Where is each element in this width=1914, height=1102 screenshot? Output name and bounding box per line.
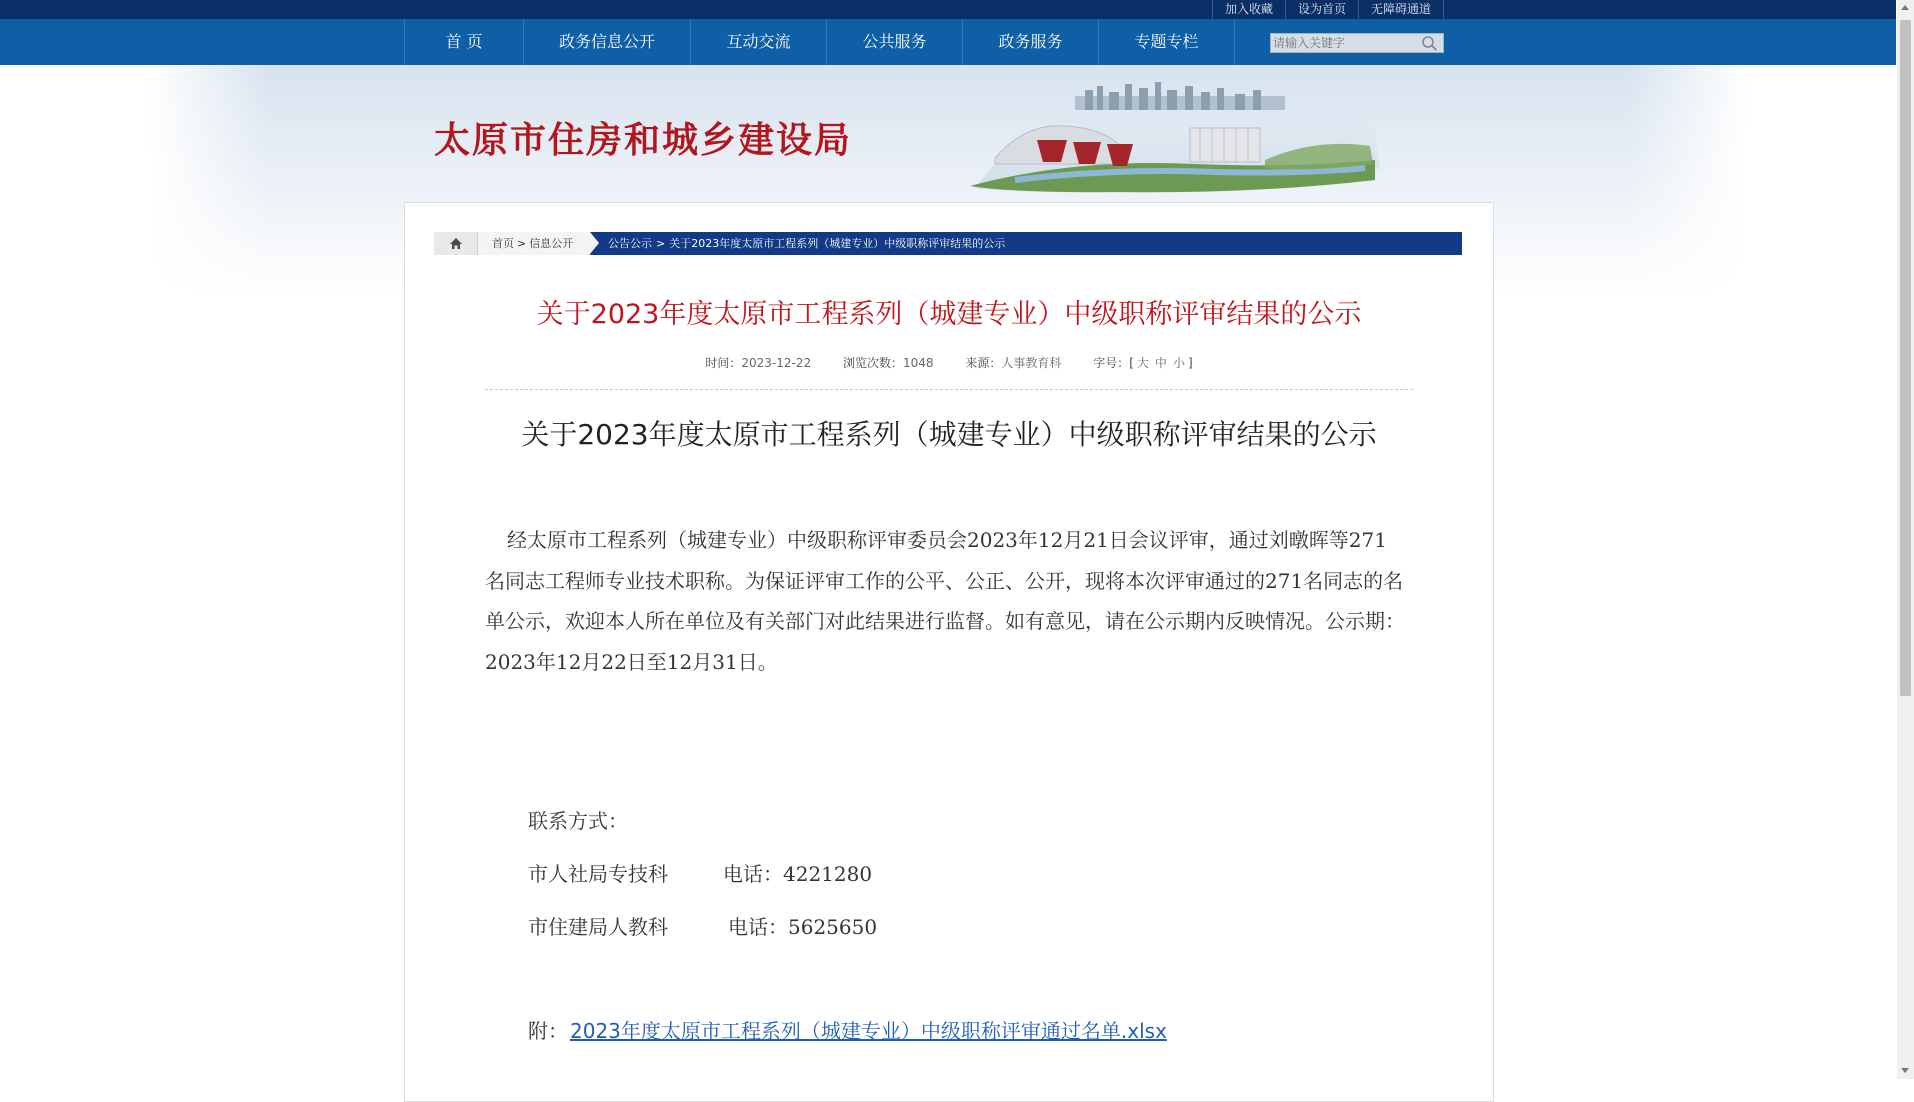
city-skyline-image [955, 68, 1385, 194]
add-favorite-link[interactable]: 加入收藏 [1212, 0, 1285, 19]
top-utility-bar [0, 0, 1896, 19]
banner-fade-left [148, 65, 268, 295]
document-title: 关于2023年度太原市工程系列（城建专业）中级职称评审结果的公示 [521, 418, 1377, 451]
article-meta [404, 354, 1494, 371]
publish-time [705, 356, 811, 370]
utility-links [1212, 0, 1444, 19]
source-value: 人事教育科 [1001, 356, 1062, 370]
font-size-large[interactable]: 大 [1136, 356, 1149, 370]
article-paragraph: 经太原市工程系列（城建专业）中级职称评审委员会2023年12月21日会议评审，通过刘暾晖等271名同志工程师专业技术职称。为保证评审工作的公平、公正、公开，现将本次评审通过的271名同志的名单公示，欢迎本人所在单位及有关部门对此结果进行监督。如有意见，请在公示期内反映情况。公示期：2023年12月22日至12月31日。 [485, 528, 1405, 674]
font-label: 字号： [1093, 356, 1130, 370]
font-bracket-close: ] [1187, 356, 1193, 370]
article-title: 关于2023年度太原市工程系列（城建专业）中级职称评审结果的公示 [536, 299, 1362, 330]
nav-item-special-topics[interactable]: 专题专栏 [1098, 19, 1235, 65]
view-count [843, 356, 934, 370]
breadcrumb-primary [478, 232, 590, 255]
breadcrumb [434, 232, 1462, 255]
set-homepage-link[interactable]: 设为首页 [1285, 0, 1358, 19]
nav-item-government-service[interactable]: 政务服务 [962, 19, 1098, 65]
search-icon[interactable] [1421, 35, 1439, 51]
scroll-up-arrow-icon[interactable] [1901, 5, 1909, 10]
nav-menu [404, 19, 1235, 65]
breadcrumb-current: 关于2023年度太原市工程系列（城建专业）中级职称评审结果的公示 [669, 237, 1006, 250]
nav-item-info-disclosure[interactable]: 政务信息公开 [523, 19, 690, 65]
views-value: 1048 [902, 356, 934, 370]
article-source [965, 356, 1061, 370]
search-box [1270, 33, 1444, 53]
font-size-controls [1093, 356, 1192, 370]
time-value: 2023-12-22 [741, 356, 812, 370]
nav-item-home[interactable]: 首 页 [404, 19, 523, 65]
source-label: 来源： [965, 356, 1002, 370]
font-size-medium[interactable]: 中 [1154, 356, 1167, 370]
vertical-scrollbar[interactable] [1897, 0, 1914, 1079]
contact-department: 市住建局人教科 [528, 915, 668, 939]
nav-item-interaction[interactable]: 互动交流 [690, 19, 826, 65]
dashed-divider [485, 389, 1413, 390]
site-title: 太原市住房和城乡建设局 [434, 119, 853, 161]
breadcrumb-separator: > [517, 237, 527, 250]
font-size-small[interactable]: 小 [1172, 356, 1185, 370]
contact-department: 市人社局专技科 [528, 862, 668, 886]
contact-phone: 电话：4221280 [723, 862, 873, 886]
breadcrumb-home-link[interactable]: 首页 [492, 237, 514, 250]
contact-row [528, 858, 872, 887]
search-input[interactable] [1273, 35, 1413, 51]
breadcrumb-info-link[interactable]: 信息公开 [529, 237, 574, 250]
accessibility-link[interactable]: 无障碍通道 [1358, 0, 1444, 19]
views-label: 浏览次数： [842, 356, 903, 370]
attachment-download-link[interactable]: 2023年度太原市工程系列（城建专业）中级职称评审通过名单.xlsx [570, 1019, 1167, 1043]
scrollbar-thumb[interactable] [1900, 20, 1911, 696]
main-navigation [0, 19, 1896, 65]
font-bracket-open: [ [1129, 356, 1134, 370]
contact-row [528, 911, 877, 940]
attachment-label: 附： [528, 1019, 568, 1043]
home-icon[interactable] [434, 232, 478, 255]
breadcrumb-notice-link[interactable]: 公告公示 [608, 237, 652, 250]
breadcrumb-secondary [608, 232, 1005, 255]
breadcrumb-separator: > [656, 237, 666, 250]
nav-item-public-service[interactable]: 公共服务 [826, 19, 962, 65]
time-label: 时间： [705, 356, 742, 370]
scroll-down-arrow-icon[interactable] [1901, 1068, 1909, 1073]
contact-phone: 电话：5625650 [728, 915, 878, 939]
breadcrumb-arrow [590, 232, 599, 254]
contact-label: 联系方式： [528, 809, 628, 833]
banner-fade-right [1628, 65, 1748, 295]
